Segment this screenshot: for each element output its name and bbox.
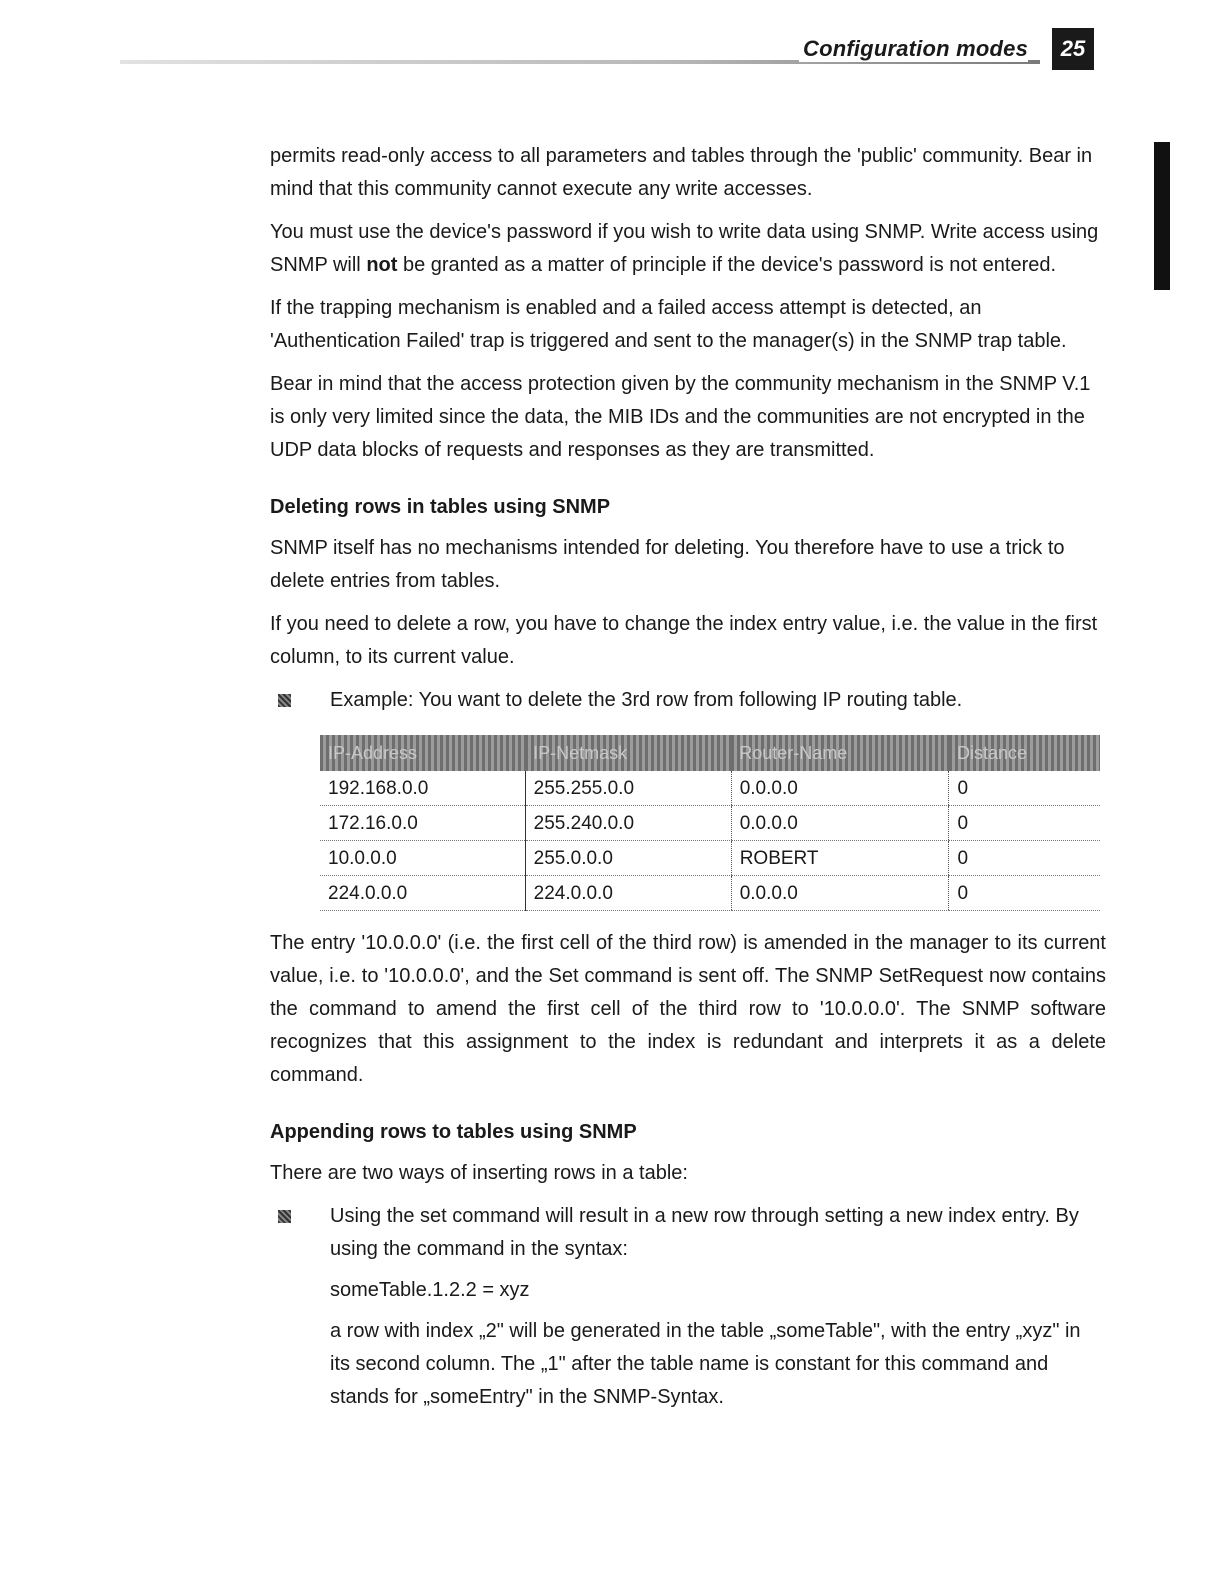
header-ip-address: IP-Address [320,735,525,771]
example-bullet [270,684,1106,717]
table-row [320,841,1100,876]
table-cell: 224.0.0.0 [525,876,731,911]
table-cell: 0.0.0.0 [731,806,949,841]
set-command-bullet [270,1200,1106,1422]
bullet-continuation: a row with index „2" will be generated in the table „someTable", with the entry „xyz" in its second column. The „1" after the table name is constant for this command and stands for „someEntry" in the SNMP-Syntax. [330,1320,1081,1408]
paragraph: There are two ways of inserting rows in a table: [270,1162,688,1184]
table-cell: 0 [949,806,1100,841]
example-text: Example: You want to delete the 3rd row from following IP routing table. [330,689,963,711]
paragraph-text: You must use the device's password if you wish to write data using SNMP. Write access using SNMP will [270,221,1099,276]
paragraph: SNMP itself has no mechanisms intended for deleting. You therefore have to use a trick to delete entries from tables. [270,537,1065,592]
table-cell: 255.0.0.0 [525,841,731,876]
bullet-text: Using the set command will result in a new row through setting a new index entry. By using the command in the syntax: [330,1205,1079,1260]
table-cell: 0.0.0.0 [731,771,949,806]
table-cell: 0.0.0.0 [731,876,949,911]
table-cell: 255.255.0.0 [525,771,731,806]
paragraph: Bear in mind that the access protection given by the community mechanism in the SNMP V.1 is only very limited since the data, the MIB IDs and the communities are not encrypted in the UDP data blocks of requests and responses as they are transmitted. [270,373,1091,461]
header-router-name: Router-Name [731,735,949,771]
thumb-index-tab [1154,142,1170,290]
paragraph: permits read-only access to all parameters and tables through the 'public' community. Bear in mind that this community cannot execute any write accesses. [270,145,1093,200]
paragraph-text: be granted as a matter of principle if the device's password is not entered. [397,254,1057,276]
running-header-title: Configuration modes [799,36,1028,62]
page-body [270,140,1106,1432]
table-cell: 172.16.0.0 [320,806,525,841]
table-cell: 192.168.0.0 [320,771,525,806]
table-cell: ROBERT [731,841,949,876]
emphasis-not: not [366,254,398,276]
table-cell: 0 [949,771,1100,806]
table-cell: 224.0.0.0 [320,876,525,911]
bullet-body [330,1200,1106,1422]
section-heading-appending: Appending rows to tables using SNMP [270,1121,637,1143]
table-cell: 0 [949,841,1100,876]
paragraph: If you need to delete a row, you have to change the index entry value, i.e. the value in the first column, to its current value. [270,613,1098,668]
table-cell: 255.240.0.0 [525,806,731,841]
header-ip-netmask: IP-Netmask [525,735,731,771]
ip-routing-table [320,735,1100,911]
page-number: 25 [1052,28,1094,70]
square-bullet-icon [278,694,291,707]
table-row [320,876,1100,911]
routing-table-wrapper [320,735,1100,911]
table-header-row [320,735,1100,771]
syntax-example: someTable.1.2.2 = xyz [330,1279,530,1301]
table-row [320,806,1100,841]
table-cell: 0 [949,876,1100,911]
explanation-paragraph: The entry '10.0.0.0' (i.e. the first cell of the third row) is amended in the manager to its current value, i.e. to '10.0.0.0', and the Set command is sent off. The SNMP SetRequest now contains the command to amend the first cell of the third row to '10.0.0.0'. The SNMP software recognizes that this assignment to the index is redundant and interprets it as a delete command. [270,932,1106,1086]
header-distance: Distance [949,735,1100,771]
table-cell: 10.0.0.0 [320,841,525,876]
table-row [320,771,1100,806]
section-heading-deleting: Deleting rows in tables using SNMP [270,496,611,518]
paragraph-password [270,216,1106,282]
paragraph: If the trapping mechanism is enabled and a failed access attempt is detected, an 'Authentication Failed' trap is triggered and sent to the manager(s) in the SNMP trap table. [270,297,1067,352]
square-bullet-icon [278,1210,291,1223]
